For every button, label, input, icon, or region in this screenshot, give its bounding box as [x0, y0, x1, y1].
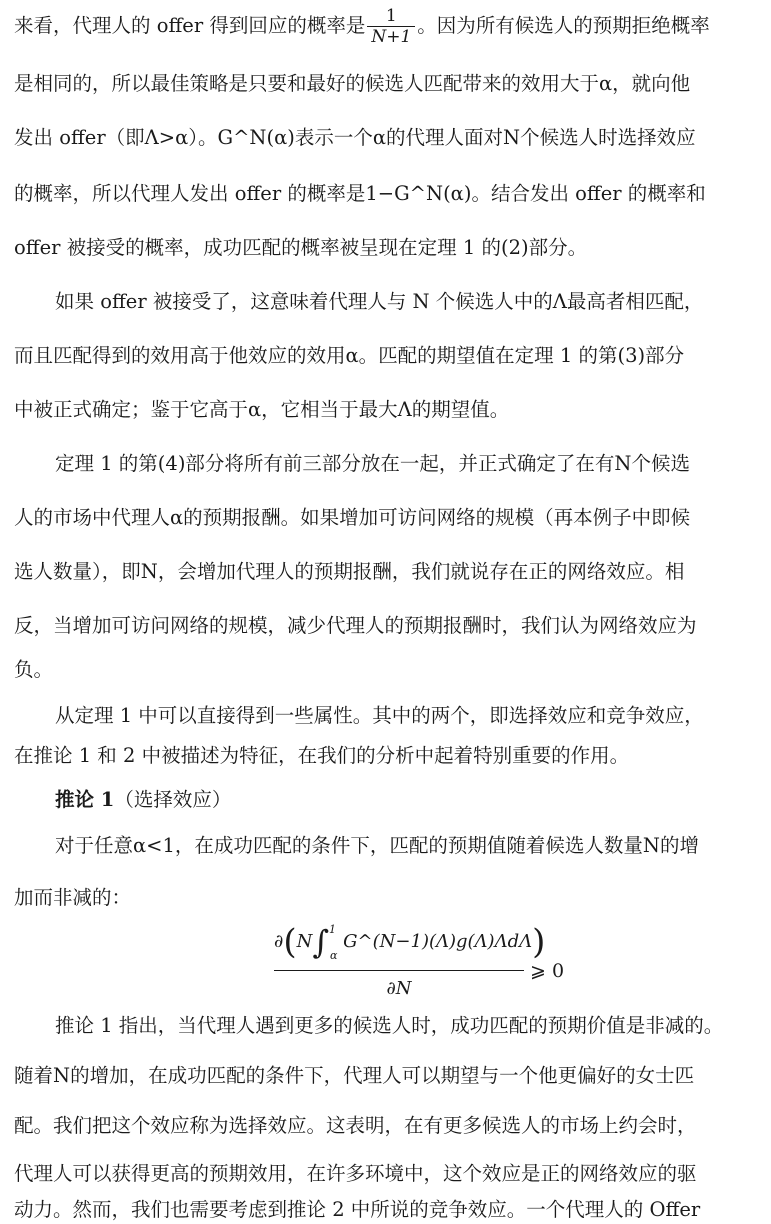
paragraph-line-20: 随着N的增加，在成功匹配的条件下，代理人可以期望与一个他更偏好的女士匹: [14, 1064, 695, 1087]
paragraph-line-21: 配。我们把这个效应称为选择效应。这表明，在有更多候选人的市场上约会时，: [14, 1114, 697, 1137]
equation-numerator: [274, 922, 546, 964]
fraction-numerator: 1: [367, 6, 415, 27]
paragraph-line-10: 人的市场中代理人α的预期报酬。如果增加可访问网络的规模（再本例子中即候: [14, 506, 691, 529]
right-paren: ): [532, 922, 546, 962]
paragraph-line-1: [14, 6, 760, 47]
paragraph-line-3: 发出 offer（即Λ>α）。G^N(α)表示一个α的代理人面对N个候选人时选择效应: [14, 126, 696, 149]
paragraph-line-2: 是相同的，所以最佳策略是只要和最好的候选人匹配带来的效用大于α，就向他: [14, 72, 691, 95]
paragraph-line-17: 对于任意α<1，在成功匹配的条件下，匹配的预期值随着候选人数量N的增: [55, 834, 699, 857]
line-text: 。因为所有候选人的预期拒绝概率: [417, 14, 710, 37]
paragraph-line-9: 定理 1 的第(4)部分将所有前三部分放在一起，并正式确定了在有N个候选: [55, 452, 690, 475]
paragraph-line-11: 选人数量），即N，会增加代理人的预期报酬，我们就说存在正的网络效应。相: [14, 560, 685, 583]
paragraph-line-18: 加而非减的：: [14, 886, 132, 909]
paragraph-line-14: 从定理 1 中可以直接得到一些属性。其中的两个，即选择效应和竞争效应，: [55, 704, 704, 727]
corollary-heading: [55, 786, 760, 814]
paragraph-line-22: 代理人可以获得更高的预期效用，在许多环境中，这个效应是正的网络效应的驱: [14, 1162, 697, 1185]
paragraph-line-13: 负。: [14, 658, 54, 681]
n-variable: N: [296, 931, 313, 952]
paragraph-line-19: 推论 1 指出，当代理人遇到更多的候选人时，成功匹配的预期价值是非减的。: [55, 1014, 724, 1037]
equation-rhs: ⩾ 0: [530, 960, 565, 982]
paragraph-line-12: 反，当增加可访问网络的规模，减少代理人的预期报酬时，我们认为网络效应为: [14, 614, 697, 637]
paragraph-line-4: 的概率，所以代理人发出 offer 的概率是1−G^N(α)。结合发出 offer 的概率和: [14, 182, 706, 205]
paragraph-line-7: 而且匹配得到的效用高于他效应的效用α。匹配的期望值在定理 1 的第(3)部分: [14, 344, 685, 367]
paragraph-line-5: offer 被接受的概率，成功匹配的概率被呈现在定理 1 的(2)部分。: [14, 236, 588, 259]
partial-symbol: ∂: [274, 931, 284, 952]
fraction-1-over-n-plus-1: [367, 6, 415, 47]
line-text: 来看，代理人的 offer 得到回应的概率是: [14, 14, 366, 37]
fraction-denominator: N+1: [371, 27, 412, 47]
integrand: G^(N−1)(Λ)g(Λ)ΛdΛ: [343, 931, 533, 952]
upper-limit: 1: [329, 923, 336, 936]
left-paren: (: [283, 922, 297, 962]
fraction-bar: [274, 970, 524, 971]
paragraph-line-8: 中被正式确定；鉴于它高于α，它相当于最大Λ的期望值。: [14, 398, 510, 421]
selection-effect-equation: [268, 922, 568, 1002]
equation-denominator: ∂N: [386, 978, 412, 999]
paragraph-line-6: 如果 offer 被接受了，这意味着代理人与 N 个候选人中的Λ最高者相匹配，: [55, 290, 704, 313]
lower-limit: α: [330, 949, 338, 962]
integral-symbol: ∫: [312, 923, 329, 961]
paragraph-line-23: 动力。然而，我们也需要考虑到推论 2 中所说的竞争效应。一个代理人的 Offer: [14, 1198, 701, 1221]
corollary-label: 推论 1: [55, 788, 115, 811]
corollary-title: （选择效应）: [114, 788, 232, 811]
paragraph-line-15: 在推论 1 和 2 中被描述为特征，在我们的分析中起着特别重要的作用。: [14, 744, 630, 767]
